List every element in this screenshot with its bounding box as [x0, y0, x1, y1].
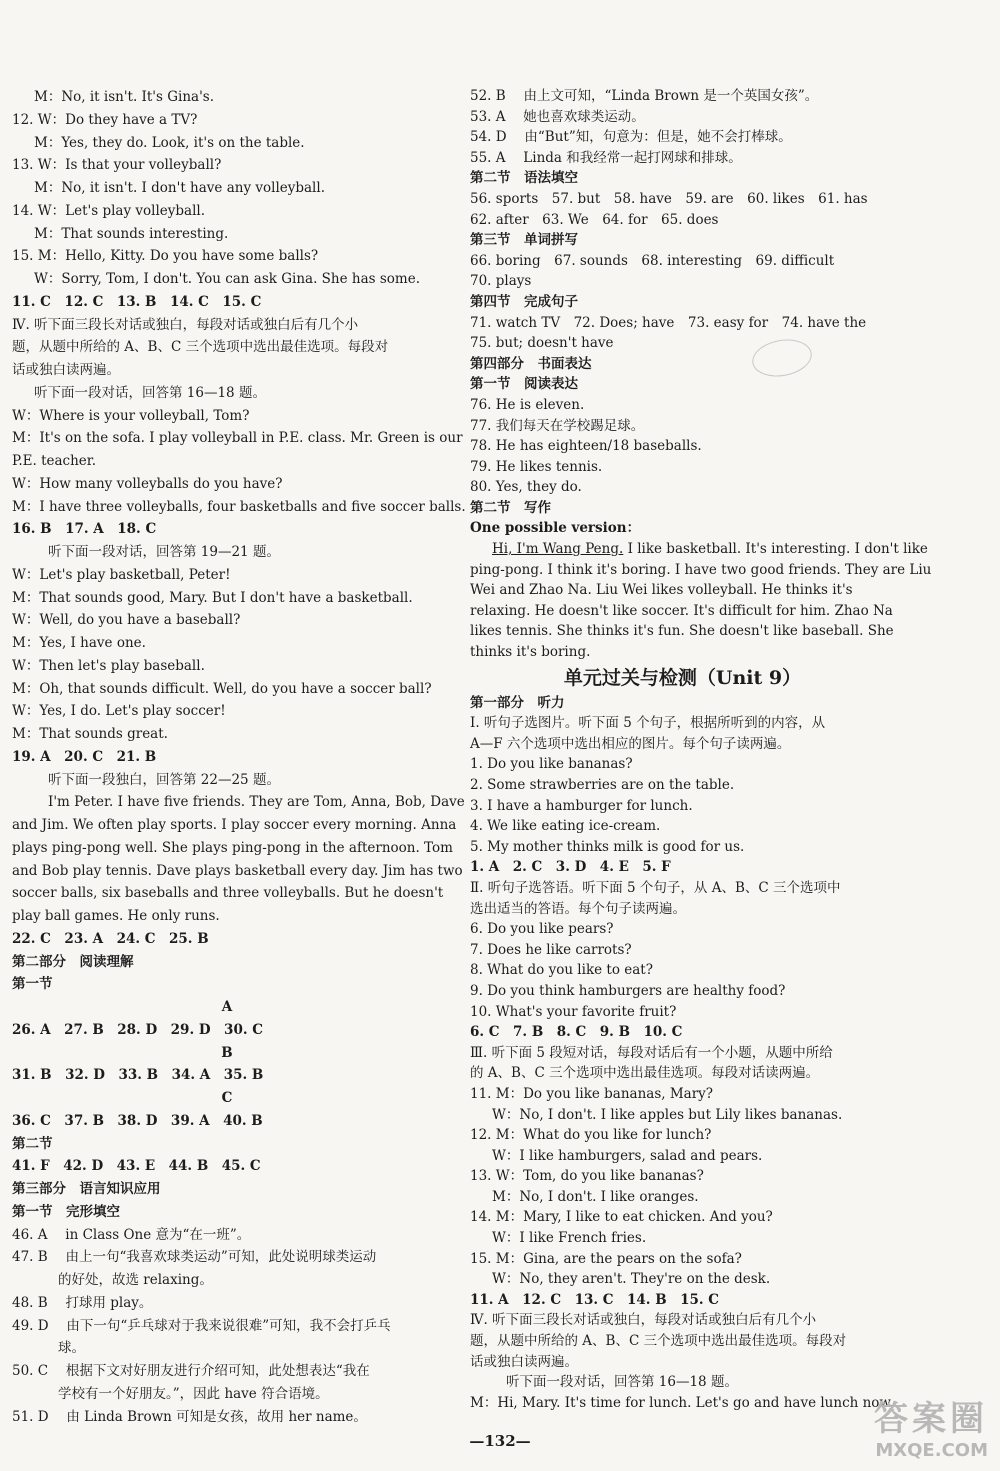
- text-line: 41. F 42. D 43. E 44. B 45. C: [12, 1158, 261, 1175]
- text-line: 第一节 完形填空: [12, 1203, 120, 1220]
- text-line: 题，从题中所给的 A、B、C 三个选项中选出最佳选项。每段对: [470, 1333, 847, 1350]
- text-line: M：It's on the sofa. I play volleyball in P.E. class. Mr. Green is our: [12, 430, 463, 447]
- text-line: 2. Some strawberries are on the table.: [470, 777, 735, 793]
- left-column: [12, 86, 466, 1428]
- text-line: 11. M：Do you like bananas, Mary?: [470, 1085, 714, 1102]
- text-line: 52. B 由上文可知，“Linda Brown 是一个英国女孩”。: [470, 88, 819, 104]
- text-line: 31. B 32. D 33. B 34. A 35. B: [12, 1067, 264, 1084]
- right-column: [470, 86, 932, 1413]
- text-line: Hi, I'm Wang Peng. I like basketball. It's interesting. I don't like: [492, 541, 928, 558]
- text-line: 70. plays: [470, 273, 532, 290]
- text-line: 学校有一个好朋友。”，因此 have 符合语境。: [58, 1385, 329, 1402]
- text-line: play ball games. He only runs.: [12, 908, 220, 924]
- text-line: 听下面一段对话，回答第 16—18 题。: [506, 1374, 738, 1391]
- text-line: 10. What's your favorite fruit?: [470, 1003, 677, 1020]
- page-number: —132—: [469, 1432, 531, 1450]
- text-line: 第四部分 书面表达: [470, 355, 592, 372]
- text-line: 听下面一段对话，回答第 19—21 题。: [48, 544, 280, 560]
- text-line: 9. Do you think hamburgers are healthy food?: [470, 982, 786, 999]
- text-line: and Bob play tennis. Dave plays basketball every day. Jim has two: [12, 862, 463, 879]
- text-line: 19. A 20. C 21. B: [12, 748, 157, 765]
- text-line: M：No, I don't. I like oranges.: [492, 1188, 699, 1205]
- text-line: 的好处，故选 relaxing。: [58, 1272, 213, 1288]
- text-line: M：That sounds interesting.: [34, 225, 229, 242]
- text-line: Ⅲ. 听下面 5 段短对话，每段对话后有一个小题，从题中所给: [470, 1044, 833, 1061]
- text-line: thinks it's boring.: [470, 644, 591, 661]
- watermark-logo: 答案圈: [874, 1399, 988, 1439]
- text-line: Ⅱ. 听句子选答语。听下面 5 个句子，从 A、B、C 三个选项中: [470, 879, 841, 896]
- text-line: W：Yes, I do. Let's play soccer!: [12, 703, 226, 720]
- text-line: Ⅳ. 听下面三段长对话或独白，每段对话或独白后有几个小: [12, 316, 359, 333]
- text-line: 8. What do you like to eat?: [470, 962, 653, 979]
- text-line: M：Yes, they do. Look, it's on the table.: [34, 134, 305, 151]
- text-line: 77. 我们每天在学校踢足球。: [470, 417, 645, 434]
- text-line: M：No, it isn't. It's Gina's.: [34, 89, 215, 105]
- text-line: 14. W：Let's play volleyball.: [12, 202, 205, 219]
- text-line: W：I like hamburgers, salad and pears.: [492, 1147, 763, 1164]
- text-line: soccer balls, six baseballs and three volleyballs. But he doesn't: [12, 885, 444, 902]
- text-line: M：No, it isn't. I don't have any volleyball.: [34, 180, 325, 196]
- right-column-top: [470, 86, 932, 663]
- text-line: 第二节 语法填空: [470, 170, 578, 187]
- text-line: 第三部分 语言知识应用: [12, 1181, 161, 1197]
- text-line: 第一节 阅读表达: [470, 376, 578, 393]
- text-line: W：I like French fries.: [492, 1230, 647, 1247]
- text-line: 11. C 12. C 13. B 14. C 15. C: [12, 293, 262, 310]
- watermark: [874, 1391, 988, 1461]
- text-line: 48. B 打球用 play。: [12, 1294, 153, 1311]
- text-line: C: [221, 1090, 233, 1106]
- text-line: 4. We like eating ice-cream.: [470, 818, 661, 835]
- text-line: W：Let's play basketball, Peter!: [12, 566, 231, 583]
- text-line: 56. sports 57. but 58. have 59. are 60. likes 61. has: [470, 190, 868, 207]
- text-line: Wei and Zhao Na. Liu Wei likes volleyball. He thinks it's: [470, 582, 853, 599]
- text-line: 11. A 12. C 13. C 14. B 15. C: [470, 1291, 720, 1308]
- text-line: Ⅰ. 听句子选图片。听下面 5 个句子，根据所听到的内容，从: [470, 715, 826, 732]
- text-line: 22. C 23. A 24. C 25. B: [12, 930, 209, 947]
- text-line: 7. Does he like carrots?: [470, 941, 632, 958]
- text-line: 53. A 她也喜欢球类运动。: [470, 108, 645, 125]
- text-line: W：Then let's play baseball.: [12, 657, 205, 674]
- text-line: W：How many volleyballs do you have?: [12, 475, 283, 492]
- text-line: W：Where is your volleyball, Tom?: [12, 407, 250, 424]
- text-line: M：Hi, Mary. It's time for lunch. Let's go and have lunch now.: [470, 1394, 894, 1411]
- text-line: 66. boring 67. sounds 68. interesting 69. difficult: [470, 252, 835, 269]
- text-line: P.E. teacher.: [12, 453, 97, 469]
- text-line: 5. My mother thinks milk is good for us.: [470, 838, 745, 855]
- text-line: 78. He has eighteen/18 baseballs.: [470, 438, 702, 455]
- text-line: 15. M：Hello, Kitty. Do you have some balls?: [12, 248, 319, 265]
- text-line: 51. D 由 Linda Brown 可知是女孩，故用 her name。: [12, 1408, 367, 1425]
- text-line: 80. Yes, they do.: [470, 479, 582, 496]
- text-line: plays ping-pong well. She plays ping-pong in the afternoon. Tom: [12, 839, 453, 856]
- text-line: 1. A 2. C 3. D 4. E 5. F: [470, 859, 671, 876]
- text-line: 13. W：Is that your volleyball?: [12, 157, 222, 174]
- text-line: W：Sorry, Tom, I don't. You can ask Gina. She has some.: [34, 271, 420, 287]
- text-line: 的 A、B、C 三个选项中选出最佳选项。每段对话读两遍。: [470, 1065, 820, 1082]
- text-line: 听下面一段对话，回答第 16—18 题。: [34, 384, 266, 401]
- text-line: 76. He is eleven.: [470, 396, 585, 413]
- text-line: 55. A Linda 和我经常一起打网球和排球。: [470, 149, 742, 166]
- text-line: ping-pong. I think it's boring. I have two good friends. They are Liu: [470, 561, 932, 578]
- text-line: 26. A 27. B 28. D 29. D 30. C: [12, 1021, 263, 1038]
- text-line: A—F 六个选项中选出相应的图片。每个句子读两遍。: [470, 735, 791, 752]
- text-line: 12. M：What do you like for lunch?: [470, 1127, 712, 1144]
- text-line: 第二节 写作: [470, 499, 551, 516]
- text-line: W：Well, do you have a baseball?: [12, 612, 241, 629]
- text-line: and Jim. We often play sports. I play soccer every morning. Anna: [12, 817, 457, 833]
- text-line: 第二部分 阅读理解: [12, 953, 134, 970]
- text-line: 第一节: [12, 976, 53, 993]
- text-line: M：I have three volleyballs, four basketballs and five soccer balls.: [12, 498, 466, 515]
- watermark-url: MXQE.COM: [875, 1440, 988, 1461]
- text-line: 球。: [58, 1340, 85, 1357]
- text-line: 1. Do you like bananas?: [470, 756, 633, 773]
- text-line: 50. C 根据下文对好朋友进行介绍可知，此处想表达“我在: [12, 1363, 370, 1379]
- text-line: W：No, I don't. I like apples but Lily likes bananas.: [492, 1106, 843, 1123]
- text-line: A: [221, 999, 233, 1015]
- text-line: 听下面一段独白，回答第 22—25 题。: [48, 771, 280, 788]
- text-line: B: [221, 1044, 233, 1061]
- text-line: 14. M：Mary, I like to eat chicken. And you?: [470, 1209, 773, 1226]
- text-line: 话或独白读两遍。: [470, 1353, 578, 1370]
- text-line: 题，从题中所给的 A、B、C 三个选项中选出最佳选项。每段对: [12, 339, 389, 356]
- text-line: 选出适当的答语。每个句子读两遍。: [470, 900, 686, 917]
- text-line: 13. W：Tom, do you like bananas?: [470, 1168, 704, 1185]
- text-line: 第三节 单词拼写: [470, 232, 578, 249]
- text-line: 第一部分 听力: [470, 694, 565, 711]
- text-line: relaxing. He doesn't like soccer. It's difficult for him. Zhao Na: [470, 602, 893, 619]
- text-line: 第四节 完成句子: [470, 293, 578, 310]
- text-line: 49. D 由下一句“乒乓球对于我来说很难”可知，我不会打乒乓: [12, 1317, 391, 1334]
- text-line: 62. after 63. We 64. for 65. does: [470, 211, 719, 228]
- text-line: 54. D 由“But”知，句意为：但是，她不会打棒球。: [470, 129, 792, 146]
- text-line: 71. watch TV 72. Does; have 73. easy for 74. have the: [470, 314, 867, 331]
- text-line: 46. A in Class One 意为“在一班”。: [12, 1226, 251, 1243]
- text-line: 47. B 由上一句“我喜欢球类运动”可知，此处说明球类运动: [12, 1249, 377, 1266]
- text-line: M：Oh, that sounds difficult. Well, do you have a soccer ball?: [12, 680, 432, 697]
- text-line: 15. M：Gina, are the pears on the sofa?: [470, 1250, 742, 1267]
- text-line: 16. B 17. A 18. C: [12, 521, 157, 538]
- text-line: I'm Peter. I have five friends. They are Tom, Anna, Bob, Dave: [48, 794, 465, 811]
- text-line: 75. but; doesn't have: [470, 335, 614, 352]
- text-line: 6. C 7. B 8. C 9. B 10. C: [470, 1024, 683, 1041]
- text-line: 6. Do you like pears?: [470, 921, 614, 938]
- text-line: likes tennis. She thinks it's fun. She doesn't like baseball. She: [470, 623, 894, 640]
- unit-title: 单元过关与检测（Unit 9）: [563, 666, 802, 689]
- text-line: W：No, they aren't. They're on the desk.: [492, 1271, 771, 1288]
- text-line: M：That sounds good, Mary. But I don't have a basketball.: [12, 589, 413, 606]
- text-line: Ⅳ. 听下面三段长对话或独白，每段对话或独白后有几个小: [470, 1312, 817, 1329]
- text-line: M：Yes, I have one.: [12, 635, 146, 651]
- right-column-bottom: [470, 693, 895, 1414]
- text-line: 话或独白读两遍。: [12, 362, 120, 378]
- text-line: One possible version：: [470, 520, 641, 537]
- text-line: 12. W：Do they have a TV?: [12, 111, 198, 128]
- text-line: 79. He likes tennis.: [470, 458, 603, 475]
- text-line: M：That sounds great.: [12, 726, 168, 742]
- text-line: 36. C 37. B 38. D 39. A 40. B: [12, 1112, 263, 1129]
- text-line: 第二节: [12, 1135, 53, 1152]
- text-line: 3. I have a hamburger for lunch.: [470, 797, 693, 814]
